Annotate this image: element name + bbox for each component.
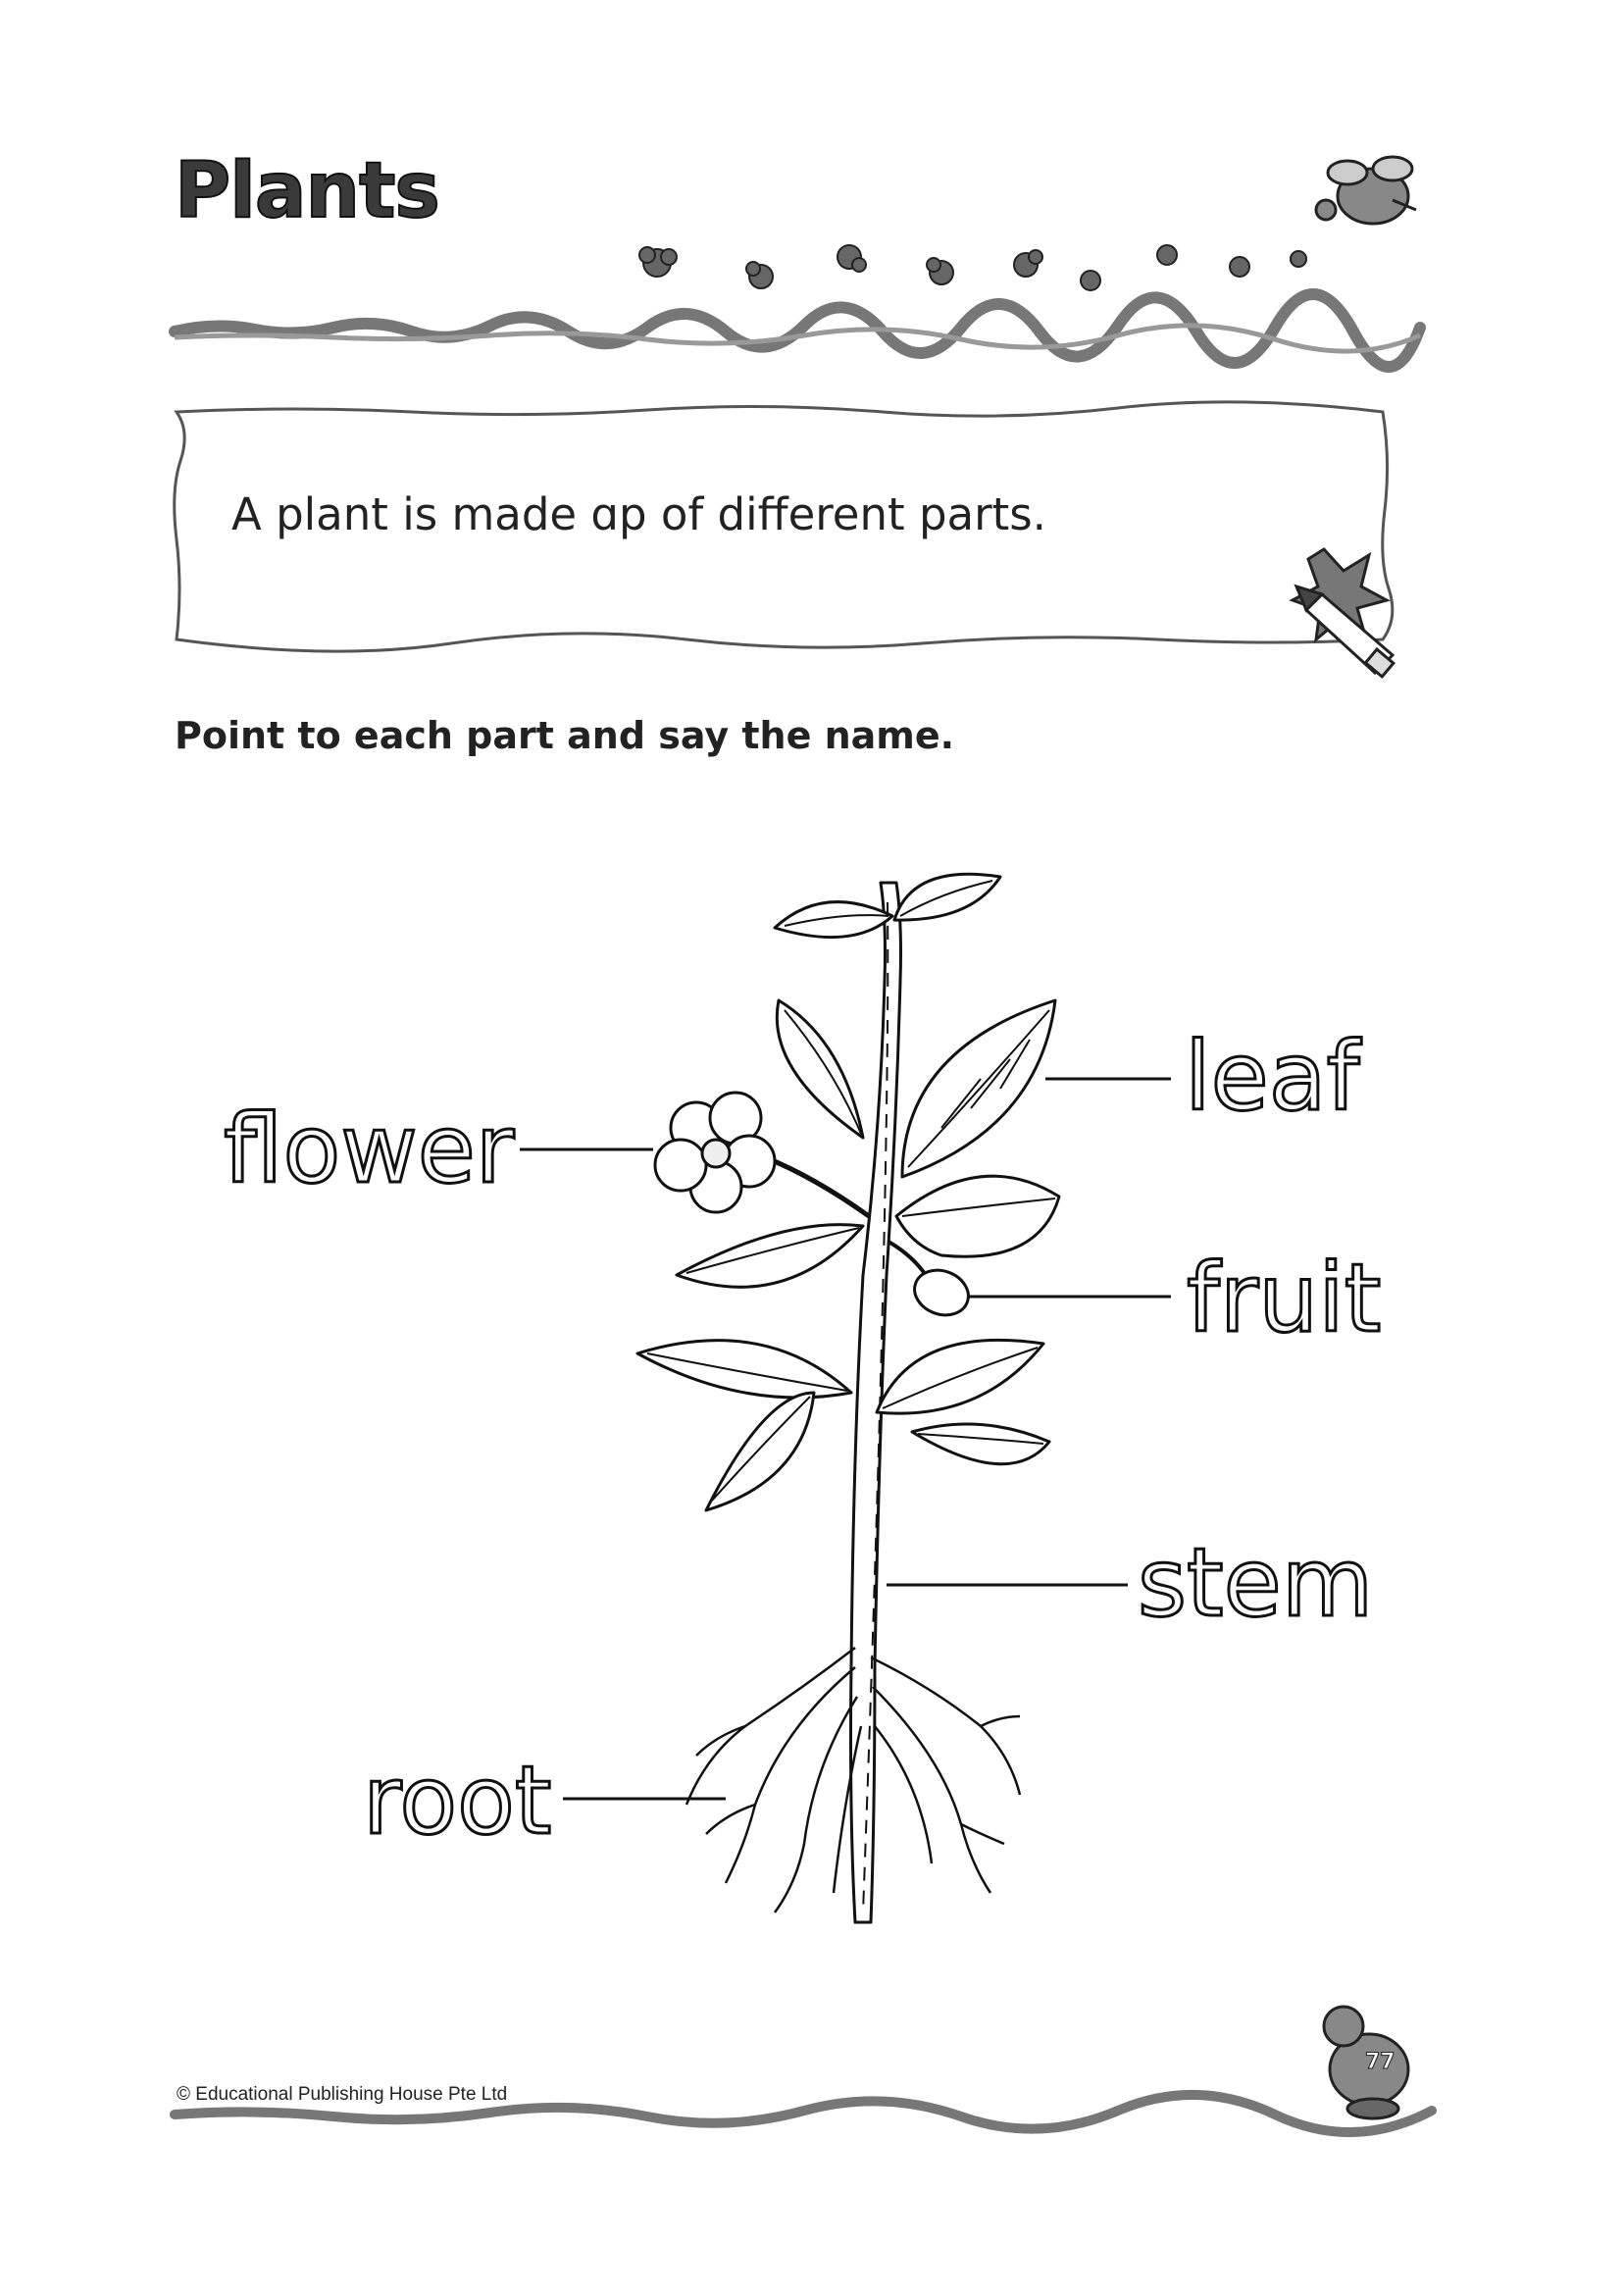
label-flower: flower	[224, 1095, 515, 1204]
fruit-shape	[908, 1263, 975, 1322]
label-leaf: leaf	[1185, 1022, 1360, 1132]
plant-diagram	[520, 874, 1171, 1922]
label-stem: stem	[1138, 1528, 1374, 1638]
fact-text: A plant is made ɑp of different parts.	[231, 488, 1046, 540]
instruction-text: Point to each part and say the name.	[175, 714, 955, 757]
flower-trail-decoration	[639, 245, 1306, 290]
bee-icon	[1316, 157, 1416, 224]
page-number: 77	[1365, 2050, 1396, 2074]
flower-shape	[655, 1093, 775, 1212]
header-divider	[175, 294, 1420, 367]
leaf-top-right	[894, 874, 1000, 920]
leader-lines	[520, 1079, 1171, 1799]
leaf-lower-left-top	[637, 1341, 851, 1398]
label-root: root	[363, 1746, 552, 1856]
leaf-lower-right-bottom	[912, 1424, 1049, 1464]
leaf-top-left	[775, 902, 892, 938]
leaf-middle-right	[896, 1176, 1059, 1256]
label-fruit: fruit	[1187, 1244, 1382, 1353]
page-title: Plants	[175, 147, 439, 235]
pencil-icon	[1293, 549, 1394, 677]
copyright-notice: © Educational Publishing House Pte Ltd	[177, 2084, 508, 2105]
leaf-upper-left	[777, 1000, 863, 1138]
